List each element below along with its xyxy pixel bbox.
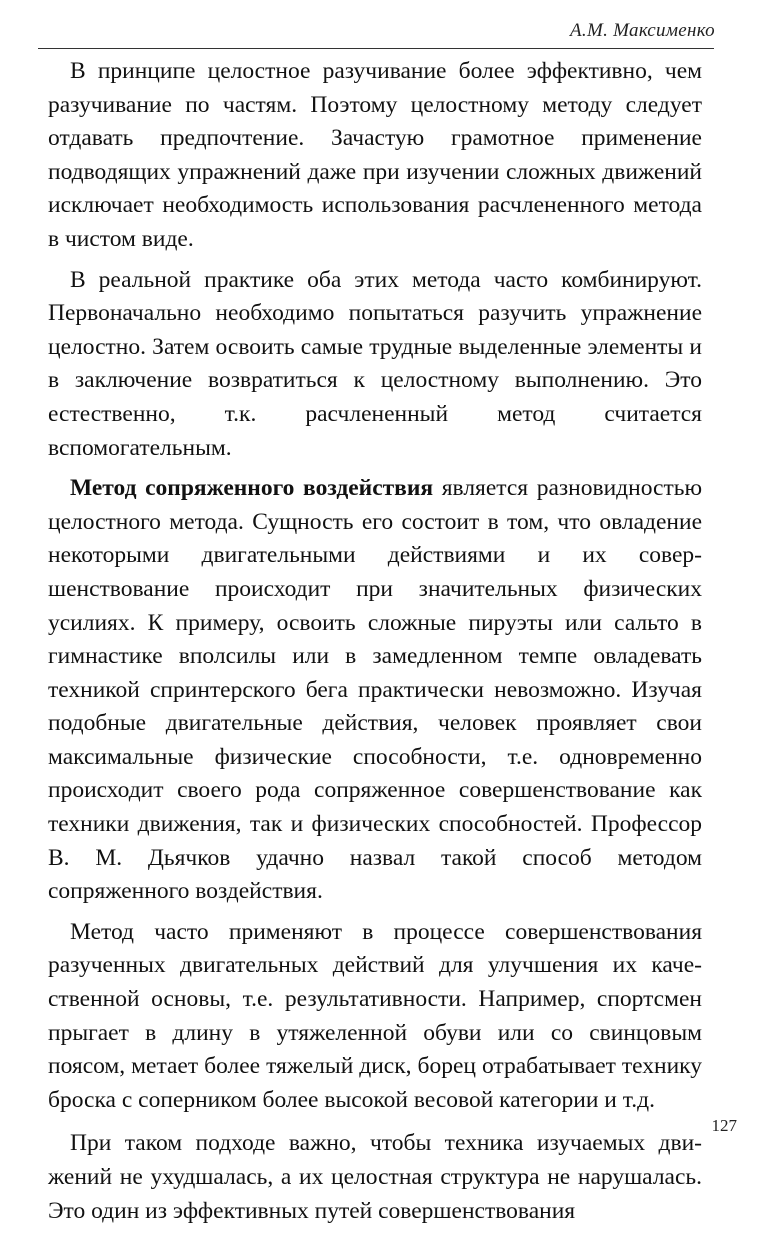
term-conjugate-method: Метод сопряженного воздействия xyxy=(70,475,434,502)
page-number: 127 xyxy=(711,1116,737,1135)
paragraph-conjugate-method xyxy=(48,472,702,909)
paragraph-holistic-learning: В принципе целостное разучивание более эффективно, чем разучивание по частям. Поэтому целостному методу следует отдавать предпочтение. Зачастую грамотное применение подводящих упражнений даже при изучении сложных движений исключает необходимость использования расчлененного метода в чистом виде. xyxy=(48,58,702,252)
paragraph-technique-preservation: При таком подходе важно, чтобы техника изучаемых движений не ухудшалась, а их целостная структура не нарушалась. Это один из эффективных путей совершенствования xyxy=(48,1130,702,1224)
body-text xyxy=(48,55,702,1235)
paragraph-conjugate-method-text: является разновидностью целостного метода. Сущность его состоит в том, что овладение некоторыми двигательными действиями и их совершенствование происходит при значительных физических усилиях. К примеру, освоить сложные пируэты или сальто в гимнастике вполсилы или в замедленном темпе овладевать техникой спринтерского бега практически невозможно. Изучая подобные двигательные действия, человек проявляет свои максимальные физические способности, т.е. одновременно происходит своего рода сопряженное совершенствование как техники движения, так и физических способностей. Профессор В. М. Дьячков удачно назвал такой способ методом сопряженного воздействия. xyxy=(48,475,702,905)
header-rule xyxy=(38,48,714,49)
running-head-author: А.М. Максименко xyxy=(570,20,715,41)
paragraph-combined-methods: В реальной практике оба этих метода часто комбинируют. Первоначально необходимо попытаться разучить упражнение целостно. Затем освоить самые трудные выделенные элементы и в заключение возвратиться к целостному выполнению. Это естественно, т.к. расчлененный метод считается вспомогательным. xyxy=(48,266,702,461)
paragraph-method-application: Метод часто применяют в процессе совершенствования разученных двигательных действий для улучшения их качественной основы, т.е. результативности. Например, спортсмен прыгает в длину в утяжеленной обуви или со свинцовым поясом, метает более тяжелый диск, борец отрабатывает технику броска с соперником более высокой весовой категории и т.д. xyxy=(48,918,702,1113)
